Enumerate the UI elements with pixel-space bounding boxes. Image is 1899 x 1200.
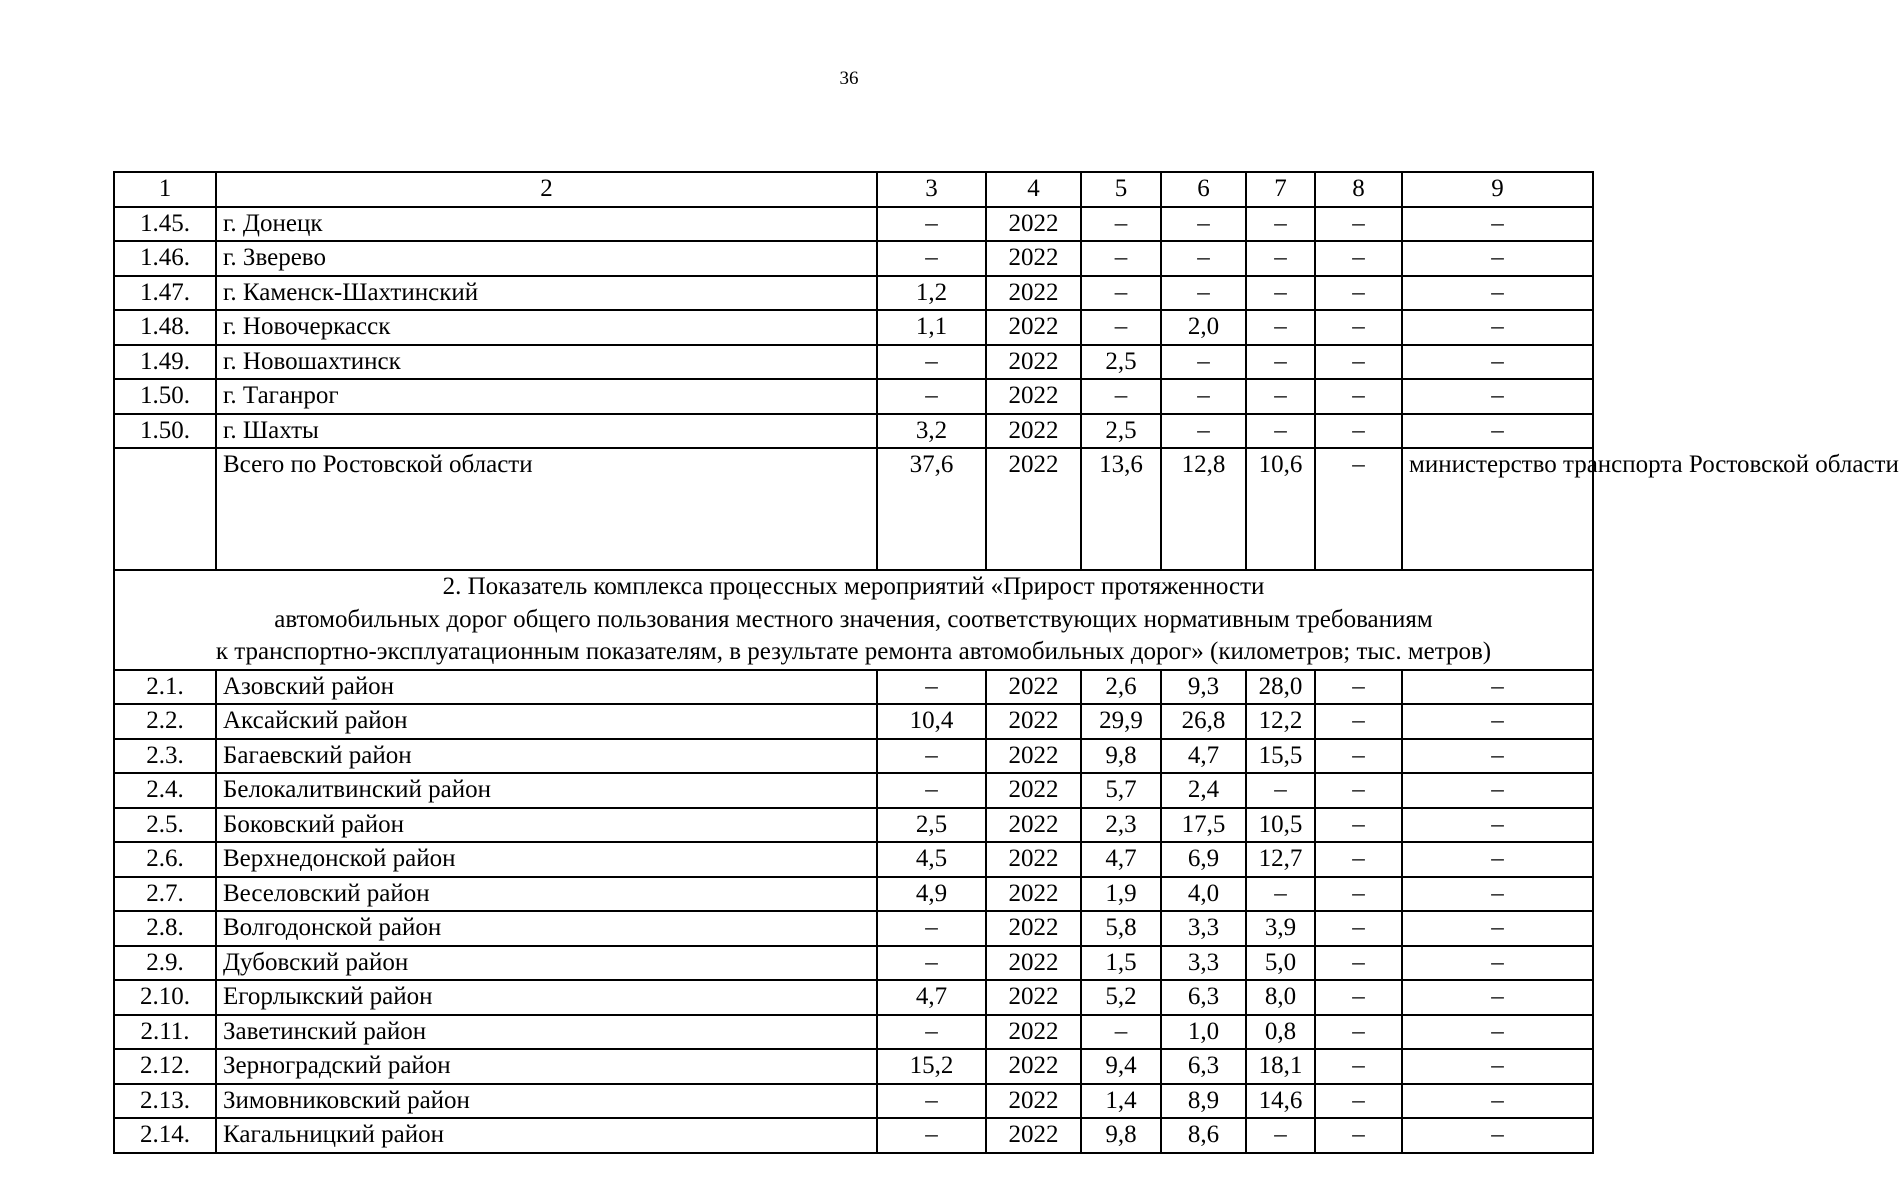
header-cell: 9 [1402, 172, 1593, 207]
row-name: Веселовский район [216, 877, 877, 912]
value-cell: – [1246, 276, 1315, 311]
row-number: 2.7. [114, 877, 216, 912]
header-cell: 5 [1081, 172, 1161, 207]
value-cell: 2022 [986, 842, 1081, 877]
value-cell: 8,9 [1161, 1084, 1246, 1119]
row-name: г. Каменск-Шахтинский [216, 276, 877, 311]
value-cell: 2022 [986, 379, 1081, 414]
value-cell: – [1402, 1049, 1593, 1084]
data-table [113, 171, 1899, 1154]
row-number: 2.14. [114, 1118, 216, 1153]
value-cell: – [1315, 276, 1402, 311]
row-number: 2.8. [114, 911, 216, 946]
header-cell: 6 [1161, 172, 1246, 207]
value-cell: – [877, 241, 986, 276]
value-cell: 18,1 [1246, 1049, 1315, 1084]
table-row [114, 1049, 1593, 1084]
value-cell: 4,7 [1081, 842, 1161, 877]
value-cell: – [877, 345, 986, 380]
value-cell: 3,3 [1161, 946, 1246, 981]
value-cell: 6,3 [1161, 1049, 1246, 1084]
total-row [114, 448, 1593, 570]
value-cell: – [877, 946, 986, 981]
responsible-cell: министерство транспорта Ростовской области [1402, 448, 1593, 570]
value-cell: – [1081, 379, 1161, 414]
section-title [114, 570, 1593, 670]
table-row [114, 414, 1593, 449]
row-name: г. Зверево [216, 241, 877, 276]
table-row [114, 1118, 1593, 1153]
row-name: Егорлыкский район [216, 980, 877, 1015]
value-cell: – [1402, 345, 1593, 380]
value-cell: 2022 [986, 241, 1081, 276]
value-cell: 8,6 [1161, 1118, 1246, 1153]
value-cell: – [877, 739, 986, 774]
value-cell: – [1402, 276, 1593, 311]
value-cell: 2022 [986, 946, 1081, 981]
value-cell: 3,3 [1161, 911, 1246, 946]
row-name: Боковский район [216, 808, 877, 843]
value-cell: – [1246, 773, 1315, 808]
value-cell: 2022 [986, 1015, 1081, 1050]
value-cell: – [1161, 414, 1246, 449]
value-cell: – [1315, 704, 1402, 739]
value-cell: 12,2 [1246, 704, 1315, 739]
value-cell: 6,3 [1161, 980, 1246, 1015]
value-cell: – [1402, 414, 1593, 449]
table-row [114, 207, 1593, 242]
value-cell: – [877, 911, 986, 946]
value-cell: 3,2 [877, 414, 986, 449]
total-cell: – [1315, 448, 1402, 570]
value-cell: – [1402, 773, 1593, 808]
value-cell: – [877, 1084, 986, 1119]
value-cell: – [1081, 1015, 1161, 1050]
value-cell: 10,5 [1246, 808, 1315, 843]
value-cell: – [1402, 980, 1593, 1015]
section-title-line: 2. Показатель комплекса процессных мероприятий «Прирост протяженности [442, 573, 1265, 600]
row-number: 1.47. [114, 276, 216, 311]
row-name: Верхнедонской район [216, 842, 877, 877]
value-cell: 1,0 [1161, 1015, 1246, 1050]
value-cell: 2,0 [1161, 310, 1246, 345]
value-cell: 4,9 [877, 877, 986, 912]
value-cell: – [1402, 1084, 1593, 1119]
value-cell: 2,6 [1081, 670, 1161, 705]
value-cell: – [1315, 739, 1402, 774]
value-cell: – [1315, 842, 1402, 877]
row-name: Азовский район [216, 670, 877, 705]
header-cell: 1 [114, 172, 216, 207]
row-number: 2.11. [114, 1015, 216, 1050]
table-row [114, 1015, 1593, 1050]
table-row [114, 1084, 1593, 1119]
page-number: 36 [839, 68, 859, 89]
value-cell: – [1161, 241, 1246, 276]
table-row [114, 773, 1593, 808]
value-cell: – [1402, 877, 1593, 912]
value-cell: – [1315, 310, 1402, 345]
value-cell: – [1315, 345, 1402, 380]
value-cell: 5,0 [1246, 946, 1315, 981]
value-cell: – [1081, 276, 1161, 311]
value-cell: – [1402, 1015, 1593, 1050]
total-cell: 37,6 [877, 448, 986, 570]
value-cell: – [1315, 946, 1402, 981]
row-number: 1.46. [114, 241, 216, 276]
row-number: 2.3. [114, 739, 216, 774]
table-row [114, 379, 1593, 414]
value-cell: – [1161, 379, 1246, 414]
header-cell: 8 [1315, 172, 1402, 207]
row-number: 2.9. [114, 946, 216, 981]
value-cell: 2022 [986, 207, 1081, 242]
total-cell: 13,6 [1081, 448, 1161, 570]
row-name: Зимовниковский район [216, 1084, 877, 1119]
value-cell: – [1315, 1084, 1402, 1119]
value-cell: 2,3 [1081, 808, 1161, 843]
header-row [114, 172, 1593, 207]
value-cell: – [1402, 379, 1593, 414]
value-cell: 6,9 [1161, 842, 1246, 877]
row-number: 1.50. [114, 414, 216, 449]
value-cell: 5,7 [1081, 773, 1161, 808]
row-number: 2.2. [114, 704, 216, 739]
section-title-line: к транспортно-эксплуатационным показателям, в результате ремонта автомобильных дорог» (километров; тыс. метров) [215, 638, 1492, 665]
value-cell: – [1246, 1118, 1315, 1153]
value-cell: 2022 [986, 911, 1081, 946]
value-cell: – [1315, 670, 1402, 705]
value-cell: – [1315, 207, 1402, 242]
value-cell: 9,8 [1081, 739, 1161, 774]
value-cell: – [877, 1118, 986, 1153]
value-cell: 2022 [986, 773, 1081, 808]
value-cell: – [1402, 911, 1593, 946]
value-cell: – [1315, 773, 1402, 808]
row-number: 2.1. [114, 670, 216, 705]
value-cell: 2,5 [1081, 414, 1161, 449]
row-number: 2.13. [114, 1084, 216, 1119]
row-name: Дубовский район [216, 946, 877, 981]
value-cell: – [1402, 310, 1593, 345]
value-cell: 12,7 [1246, 842, 1315, 877]
value-cell: – [1315, 1118, 1402, 1153]
value-cell: – [1246, 207, 1315, 242]
table-row [114, 310, 1593, 345]
row-number: 2.12. [114, 1049, 216, 1084]
value-cell: 2022 [986, 877, 1081, 912]
header-cell: 3 [877, 172, 986, 207]
value-cell: 1,9 [1081, 877, 1161, 912]
row-name: Багаевский район [216, 739, 877, 774]
value-cell: – [877, 670, 986, 705]
value-cell: 28,0 [1246, 670, 1315, 705]
value-cell: – [877, 379, 986, 414]
value-cell: 10,4 [877, 704, 986, 739]
value-cell: – [1161, 276, 1246, 311]
value-cell: 15,2 [877, 1049, 986, 1084]
table-row [114, 241, 1593, 276]
value-cell: 9,8 [1081, 1118, 1161, 1153]
value-cell: 14,6 [1246, 1084, 1315, 1119]
value-cell: – [1161, 345, 1246, 380]
value-cell: 1,2 [877, 276, 986, 311]
value-cell: 2022 [986, 414, 1081, 449]
value-cell: 4,7 [877, 980, 986, 1015]
value-cell: – [1402, 207, 1593, 242]
value-cell: 2022 [986, 739, 1081, 774]
row-name: Волгодонской район [216, 911, 877, 946]
value-cell: – [1402, 842, 1593, 877]
value-cell: 2022 [986, 670, 1081, 705]
value-cell: – [1315, 911, 1402, 946]
value-cell: 2022 [986, 980, 1081, 1015]
value-cell: – [1246, 414, 1315, 449]
value-cell: – [1161, 207, 1246, 242]
row-name: г. Новошахтинск [216, 345, 877, 380]
value-cell: 5,8 [1081, 911, 1161, 946]
value-cell: – [877, 207, 986, 242]
value-cell: 2,5 [1081, 345, 1161, 380]
table-row [114, 704, 1593, 739]
value-cell: 2022 [986, 808, 1081, 843]
value-cell: 4,7 [1161, 739, 1246, 774]
value-cell: – [1315, 379, 1402, 414]
table-row [114, 808, 1593, 843]
table-row [114, 911, 1593, 946]
value-cell: 4,0 [1161, 877, 1246, 912]
row-name: Зерноградский район [216, 1049, 877, 1084]
value-cell: 4,5 [877, 842, 986, 877]
row-name: г. Таганрог [216, 379, 877, 414]
table-row [114, 946, 1593, 981]
value-cell: 1,4 [1081, 1084, 1161, 1119]
value-cell: – [1315, 241, 1402, 276]
value-cell: – [1315, 414, 1402, 449]
value-cell: – [877, 1015, 986, 1050]
value-cell: 5,2 [1081, 980, 1161, 1015]
value-cell: 9,3 [1161, 670, 1246, 705]
value-cell: – [1315, 1049, 1402, 1084]
table-row [114, 739, 1593, 774]
row-name: Кагальницкий район [216, 1118, 877, 1153]
value-cell: – [1402, 704, 1593, 739]
section-title-row [114, 570, 1593, 670]
row-name: г. Донецк [216, 207, 877, 242]
value-cell: 2022 [986, 276, 1081, 311]
table-row [114, 877, 1593, 912]
value-cell: 1,5 [1081, 946, 1161, 981]
row-number: 2.6. [114, 842, 216, 877]
total-cell: 12,8 [1161, 448, 1246, 570]
value-cell: – [1081, 207, 1161, 242]
value-cell: 2022 [986, 1084, 1081, 1119]
table-row [114, 842, 1593, 877]
value-cell: – [1315, 877, 1402, 912]
value-cell: 9,4 [1081, 1049, 1161, 1084]
value-cell: 2022 [986, 1118, 1081, 1153]
row-name: г. Новочеркасск [216, 310, 877, 345]
value-cell: – [1315, 808, 1402, 843]
value-cell: – [1246, 310, 1315, 345]
table-row [114, 670, 1593, 705]
row-number: 2.5. [114, 808, 216, 843]
row-name: Заветинский район [216, 1015, 877, 1050]
table-row [114, 345, 1593, 380]
value-cell: 0,8 [1246, 1015, 1315, 1050]
row-number: 1.45. [114, 207, 216, 242]
value-cell: 2022 [986, 345, 1081, 380]
table-row [114, 980, 1593, 1015]
value-cell: 15,5 [1246, 739, 1315, 774]
value-cell: – [1402, 808, 1593, 843]
value-cell: – [1402, 739, 1593, 774]
value-cell: – [1246, 241, 1315, 276]
table-body [114, 172, 1899, 1153]
total-name: Всего по Ростовской области [216, 448, 877, 570]
value-cell: 2,4 [1161, 773, 1246, 808]
value-cell: – [1081, 310, 1161, 345]
value-cell: – [1246, 345, 1315, 380]
row-name: Белокалитвинский район [216, 773, 877, 808]
row-name: г. Шахты [216, 414, 877, 449]
row-number: 1.50. [114, 379, 216, 414]
value-cell: – [877, 773, 986, 808]
value-cell: 17,5 [1161, 808, 1246, 843]
value-cell: 2,5 [877, 808, 986, 843]
value-cell: – [1081, 241, 1161, 276]
value-cell: 2022 [986, 310, 1081, 345]
value-cell: – [1402, 1118, 1593, 1153]
row-number: 2.10. [114, 980, 216, 1015]
header-cell: 4 [986, 172, 1081, 207]
value-cell: 2022 [986, 1049, 1081, 1084]
value-cell: 26,8 [1161, 704, 1246, 739]
row-number: 1.48. [114, 310, 216, 345]
row-number: 2.4. [114, 773, 216, 808]
header-cell: 7 [1246, 172, 1315, 207]
total-cell: 10,6 [1246, 448, 1315, 570]
row-name: Аксайский район [216, 704, 877, 739]
value-cell: 29,9 [1081, 704, 1161, 739]
section-title-line: автомобильных дорог общего пользования местного значения, соответствующих нормативным требованиям [274, 605, 1433, 633]
value-cell: 1,1 [877, 310, 986, 345]
value-cell: – [1402, 946, 1593, 981]
table-row [114, 276, 1593, 311]
value-cell: – [1246, 379, 1315, 414]
total-cell: 2022 [986, 448, 1081, 570]
value-cell: – [1315, 980, 1402, 1015]
value-cell: 2022 [986, 704, 1081, 739]
value-cell: – [1402, 241, 1593, 276]
row-number: 1.49. [114, 345, 216, 380]
value-cell: – [1246, 877, 1315, 912]
value-cell: – [1402, 670, 1593, 705]
header-cell: 2 [216, 172, 877, 207]
total-num [114, 448, 216, 570]
value-cell: 3,9 [1246, 911, 1315, 946]
value-cell: – [1315, 1015, 1402, 1050]
value-cell: 8,0 [1246, 980, 1315, 1015]
